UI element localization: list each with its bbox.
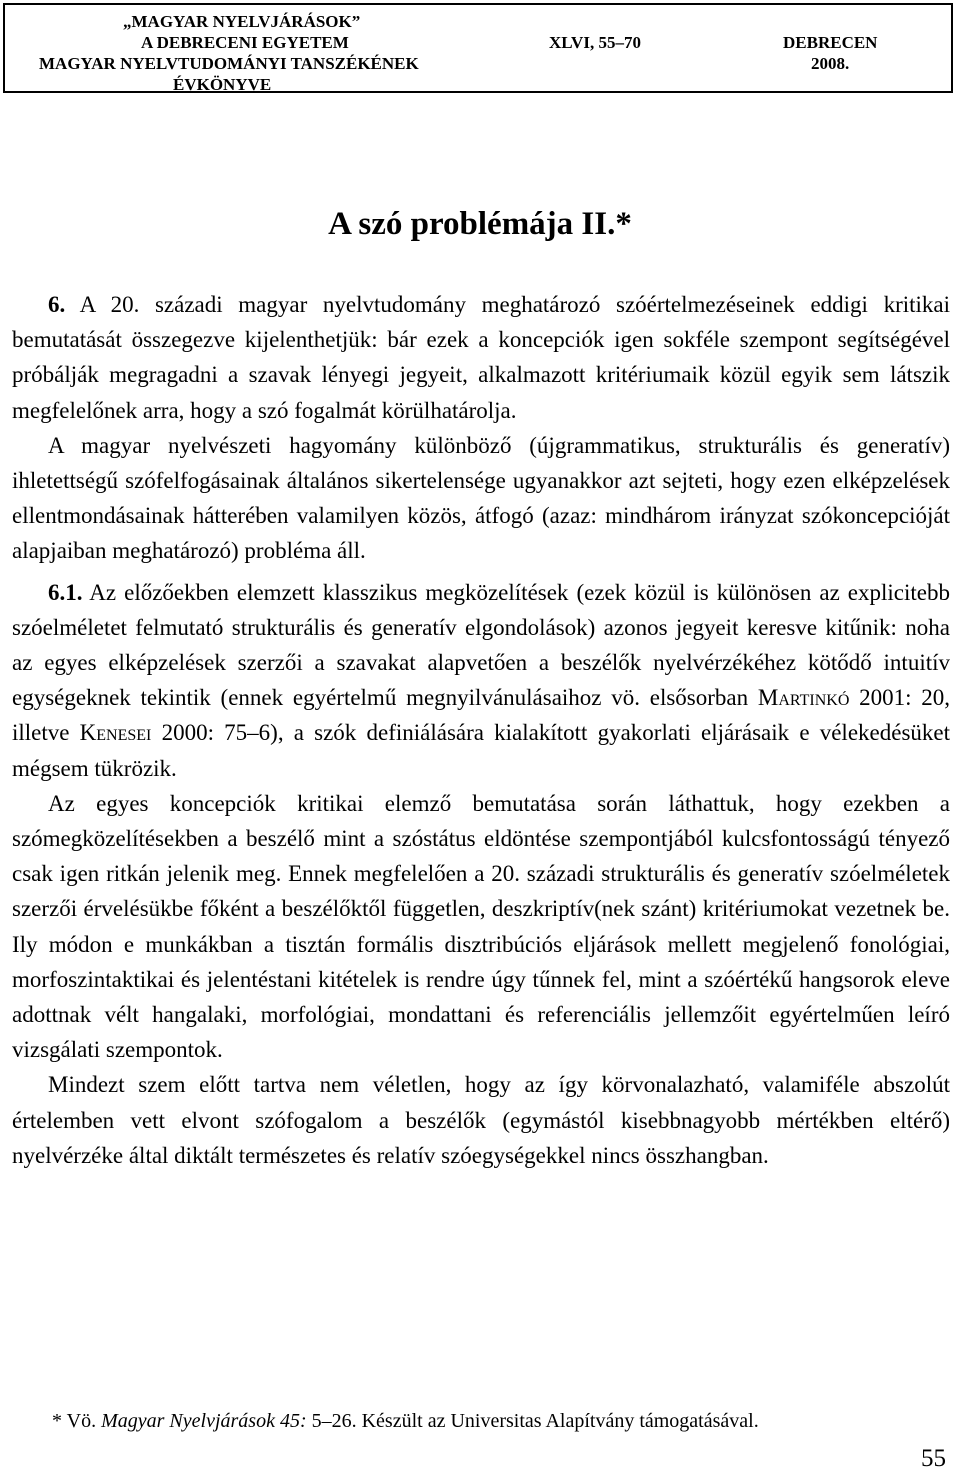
section-number: 6. <box>48 292 66 317</box>
author-citation: Kenesei <box>79 720 152 746</box>
journal-volume: XLVI, 55–70 <box>549 33 641 52</box>
article-body <box>12 287 950 1173</box>
paragraph-4 <box>12 786 950 1068</box>
footnote-source: Magyar Nyelvjárások 45: <box>101 1410 307 1432</box>
footnote-note: Készült az Universitas Alapítvány támogatásával. <box>361 1410 759 1432</box>
journal-city: DEBRECEN <box>783 33 878 52</box>
paragraph-text: A magyar nyelvészeti hagyomány különböző (újgrammatikus, strukturális és generatív) ihletettségű szófelfogásainak általános sikertelensége ugyanakkor azt sejteti, hogy ezen elképzelések ellentmondásainak hátterében valamilyen közös, átfogó (azaz: mindhárom irányzat szókoncepcióját alapjaiban meghatározó) probléma áll. <box>12 432 950 564</box>
footnote-marker: * Vö. <box>52 1410 97 1432</box>
article-title: A szó problémája II.* <box>328 206 632 242</box>
journal-department: MAGYAR NYELVTUDOMÁNYI TANSZÉKÉNEK <box>39 54 419 73</box>
journal-year: 2008. <box>811 54 850 73</box>
section-number: 6.1. <box>48 579 83 605</box>
paragraph-text: Mindezt szem előtt tartva nem véletlen, hogy az így körvonalazható, valamiféle abszolút értelemben vett elvont szófogalom a beszélők (egymástól kisebbnagyobb mértékben eltérő) nyelvérzéke által diktált természetes és relatív szóegységekkel nincs összhangban. <box>12 1072 950 1168</box>
page-number: 55 <box>921 1445 946 1472</box>
paragraph-5 <box>12 1067 950 1173</box>
footnote <box>52 1408 759 1434</box>
paragraph-text: Az előzőekben elemzett klasszikus megközelítések (ezek közül is különösen az explicitebb szóelméletet felmutató strukturális és generatív elgondolások) azonos jegyeit keresve kitűnik: noha az egyes elképzelések szerzői a szavakat alapvetően a beszélők nyelvérzékéhez kötődő intuitív egységeknek tekintik (ennek egyértelmű megnyilvánulásaihoz vö. elsősorban <box>12 579 950 711</box>
paragraph-text: 2001: 20, illetve <box>12 685 951 746</box>
paragraph-text: A 20. századi magyar nyelvtudomány meghatározó szóértelmezéseinek eddigi kritikai bemutatását összegezve kijelenthetjük: bár ezek a koncepciók igen sokféle szempont segítségével próbálják megragadni a szavak lényegi jegyeit, alkalmazott kritériumaik közül egyik sem látszik megfelelőnek arra, hogy a szó fogalmát körülhatárolja. <box>12 292 950 423</box>
paragraph-3 <box>12 575 950 786</box>
journal-header <box>3 3 953 93</box>
paragraph-2 <box>12 428 950 569</box>
paragraph-1 <box>12 287 950 428</box>
journal-yearbook: ÉVKÖNYVE <box>173 75 272 94</box>
journal-publisher: A DEBRECENI EGYETEM <box>141 33 349 52</box>
paragraph-text: 2000: 75–6), a szók definiálására kialakított gyakorlati eljárásaik e vélekedésüket mégsem tükrözik. <box>12 720 951 781</box>
journal-name: „MAGYAR NYELVJÁRÁSOK” <box>123 12 361 31</box>
footnote-pages: 5–26. <box>311 1410 357 1432</box>
paragraph-text: Az egyes koncepciók kritikai elemző bemutatása során láthattuk, hogy ezekben a szómegközelítésekben a beszélő mint a szóstátus eldöntése szempontjából kulcsfontosságú tényező csak igen ritkán jelenik meg. Ennek megfelelően a 20. századi strukturális és generatív szóelméletek szerzői érvelésükbe főként a beszélőktől független, deszkriptív(nek szánt) kritériumokat vezetnek be. Ily módon e munkákban a tisztán formális disztribúciós eljárások mellett megjelenő fonológiai, morfoszintaktikai és jelentéstani kitételek is rendre úgy tűnnek fel, mint a szóértékű hangsorok eleve adottnak vélt hangalaki, morfológiai, mondattani és referenciális jellemzőit egyértelműen leíró vizsgálati szempontok. <box>12 790 950 1063</box>
author-citation: Martinkó <box>757 685 850 711</box>
